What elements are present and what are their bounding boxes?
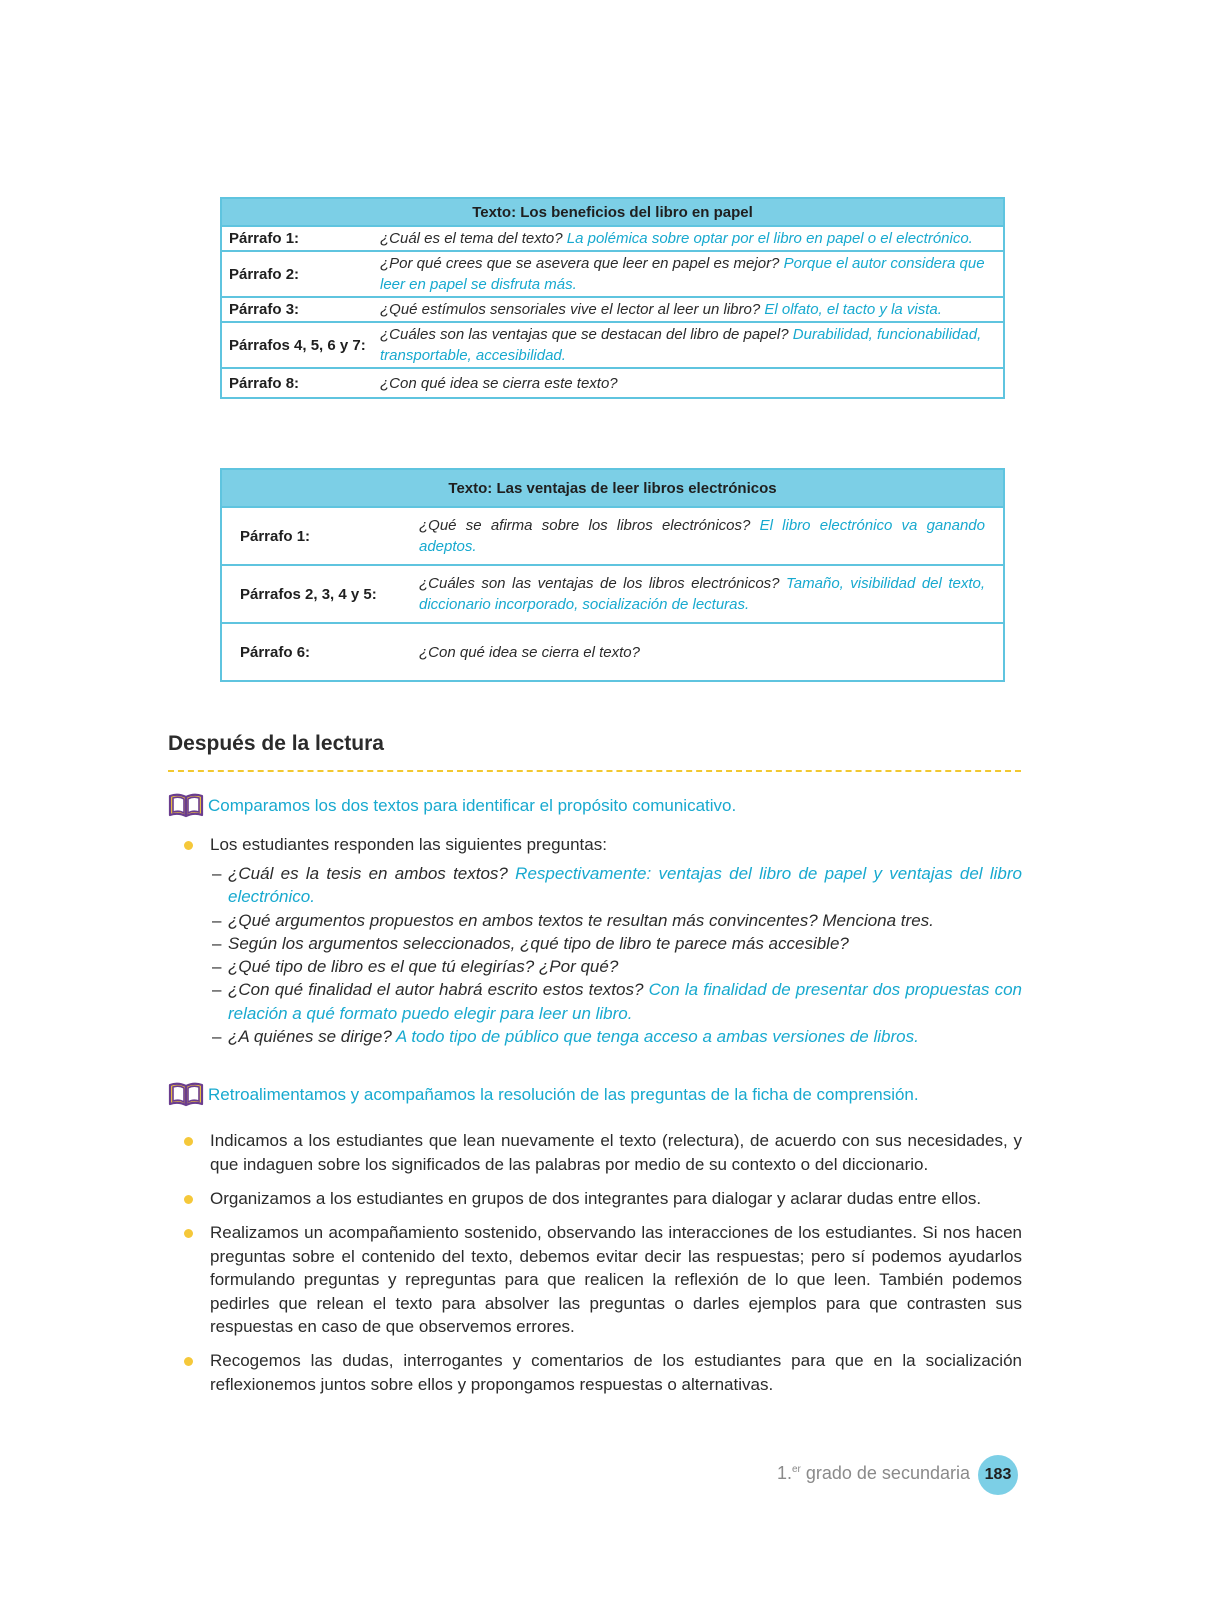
question-text: ¿Con qué idea se cierra este texto? xyxy=(380,374,618,392)
bullet-text: Realizamos un acompañamiento sostenido, observando las interacciones de los estudiantes. Si nos hacen preguntas sobre el contenido del texto, debemos evitar decir las respuestas; pero sí podemos ayudarlos formulando preguntas y repreguntas para que realicen la reflexión de lo que leen. También podemos pedirles que relean el texto para absolver las preguntas o darles ejemplos para que contrasten sus respuestas en caso de que observemos errores. xyxy=(210,1223,1022,1336)
table-row xyxy=(221,297,1004,322)
grade-number: 1. xyxy=(776,1463,792,1483)
bullet-dot xyxy=(184,1357,193,1366)
answer-text: Tamaño, visibilidad del texto, diccionario incorporado, socialización de lecturas. xyxy=(419,575,986,613)
row-label: Párrafo 3: xyxy=(221,297,373,322)
table-row xyxy=(221,623,1004,681)
subheading-text: Retroalimentamos y acompañamos la resolución de las preguntas de la ficha de comprensión. xyxy=(208,1085,919,1104)
list-item xyxy=(212,978,1022,1025)
list-item xyxy=(212,1025,1022,1048)
answer-text: A todo tipo de público que tenga acceso a ambas versiones de libros. xyxy=(395,1027,919,1047)
table-title: Texto: Los beneficios del libro en papel xyxy=(221,198,1004,226)
row-label: Párrafo 1: xyxy=(221,507,401,565)
list-item xyxy=(212,932,1022,955)
row-label: Párrafo 2: xyxy=(221,251,373,297)
answer-text: La polémica sobre optar por el libro en papel o el electrónico. xyxy=(566,230,973,247)
list-item xyxy=(212,955,1022,978)
question-text: ¿Con qué finalidad el autor habrá escrito estos textos? xyxy=(228,980,644,1000)
question-list xyxy=(212,862,1022,1048)
question-text: ¿Qué se afirma sobre los libros electrónicos? xyxy=(419,517,751,534)
row-content xyxy=(373,251,1004,297)
question-text: ¿Qué estímulos sensoriales vive el lector al leer un libro? xyxy=(380,301,761,318)
question-text: ¿Qué tipo de libro es el que tú elegirías? ¿Por qué? xyxy=(228,957,619,977)
bullet-dot xyxy=(184,1229,193,1238)
question-text: Según los argumentos seleccionados, ¿qué tipo de libro te parece más accesible? xyxy=(228,933,849,953)
bullet-dot xyxy=(184,841,193,850)
subheading-text: Comparamos los dos textos para identificar el propósito comunicativo. xyxy=(208,796,737,815)
question-text: ¿Qué argumentos propuestos en ambos textos te resultan más convincentes? Menciona tres. xyxy=(228,910,934,930)
open-book-icon xyxy=(168,1082,204,1108)
row-content xyxy=(373,226,1004,251)
question-text: ¿A quiénes se dirige? xyxy=(228,1027,392,1047)
row-content xyxy=(373,368,1004,398)
table-row xyxy=(221,565,1004,623)
question-text: ¿Por qué crees que se asevera que leer en papel es mejor? xyxy=(380,255,780,272)
row-content xyxy=(373,322,1004,368)
open-book-icon xyxy=(168,793,204,819)
row-label: Párrafos 4, 5, 6 y 7: xyxy=(221,322,373,368)
list-item xyxy=(212,862,1022,909)
question-text: ¿Cuáles son las ventajas de los libros electrónicos? xyxy=(419,575,780,592)
question-text: ¿Con qué idea se cierra el texto? xyxy=(419,643,640,661)
answer-text: El olfato, el tacto y la vista. xyxy=(764,301,942,318)
list-item xyxy=(212,909,1022,932)
table-row xyxy=(221,368,1004,398)
bullet-text: Los estudiantes responden las siguientes preguntas: xyxy=(210,835,607,854)
section-title: Después de la lectura xyxy=(168,732,384,755)
row-label: Párrafo 1: xyxy=(221,226,373,251)
table-libros-electronicos xyxy=(220,468,1005,682)
row-content xyxy=(373,297,1004,322)
row-label: Párrafo 6: xyxy=(221,623,401,681)
bullet-text: Organizamos a los estudiantes en grupos de dos integrantes para dialogar y aclarar dudas entre ellos. xyxy=(210,1189,982,1208)
answer-text: Durabilidad, funcionabilidad, transportable, accesibilidad. xyxy=(380,326,982,364)
row-label: Párrafos 2, 3, 4 y 5: xyxy=(221,565,401,623)
row-label: Párrafo 8: xyxy=(221,368,373,398)
question-text: ¿Cuáles son las ventajas que se destacan del libro de papel? xyxy=(380,326,789,343)
row-content xyxy=(401,507,1004,565)
answer-text: Respectivamente: ventajas del libro de papel y ventajas del libro electrónico. xyxy=(228,864,1022,907)
table-row xyxy=(221,322,1004,368)
question-text: ¿Cuál es la tesis en ambos textos? xyxy=(228,864,508,883)
section-divider xyxy=(168,770,1021,772)
answer-text: El libro electrónico va ganando adeptos. xyxy=(419,517,985,555)
page-number: 183 xyxy=(978,1455,1018,1495)
question-text: ¿Cuál es el tema del texto? xyxy=(380,230,563,247)
table-libro-papel xyxy=(220,197,1005,399)
row-content xyxy=(401,623,1004,681)
row-content xyxy=(401,565,1004,623)
bullet-text: Indicamos a los estudiantes que lean nuevamente el texto (relectura), de acuerdo con sus necesidades, y que indaguen sobre los significados de las palabras por medio de su contexto o del diccionario. xyxy=(210,1131,1022,1174)
table-row xyxy=(221,251,1004,297)
grade-superscript: er xyxy=(791,1464,801,1475)
bullet-text: Recogemos las dudas, interrogantes y comentarios de los estudiantes para que en la socialización reflexionemos juntos sobre ellos y propongamos respuestas o alternativas. xyxy=(210,1351,1022,1394)
subheading-comparamos xyxy=(168,793,736,819)
answer-text: Con la finalidad de presentar dos propuestas con relación a qué formato puedo elegir para leer un libro. xyxy=(228,980,1022,1023)
subheading-retroalimentamos xyxy=(168,1082,919,1108)
table-row xyxy=(221,507,1004,565)
grade-text: grado de secundaria xyxy=(800,1463,970,1483)
grade-label xyxy=(777,1463,970,1484)
bullet-dot xyxy=(184,1195,193,1204)
table-title: Texto: Las ventajas de leer libros electrónicos xyxy=(221,469,1004,507)
answer-text: Porque el autor considera que leer en papel se disfruta más. xyxy=(380,255,985,293)
table-row xyxy=(221,226,1004,251)
bullet-dot xyxy=(184,1137,193,1146)
